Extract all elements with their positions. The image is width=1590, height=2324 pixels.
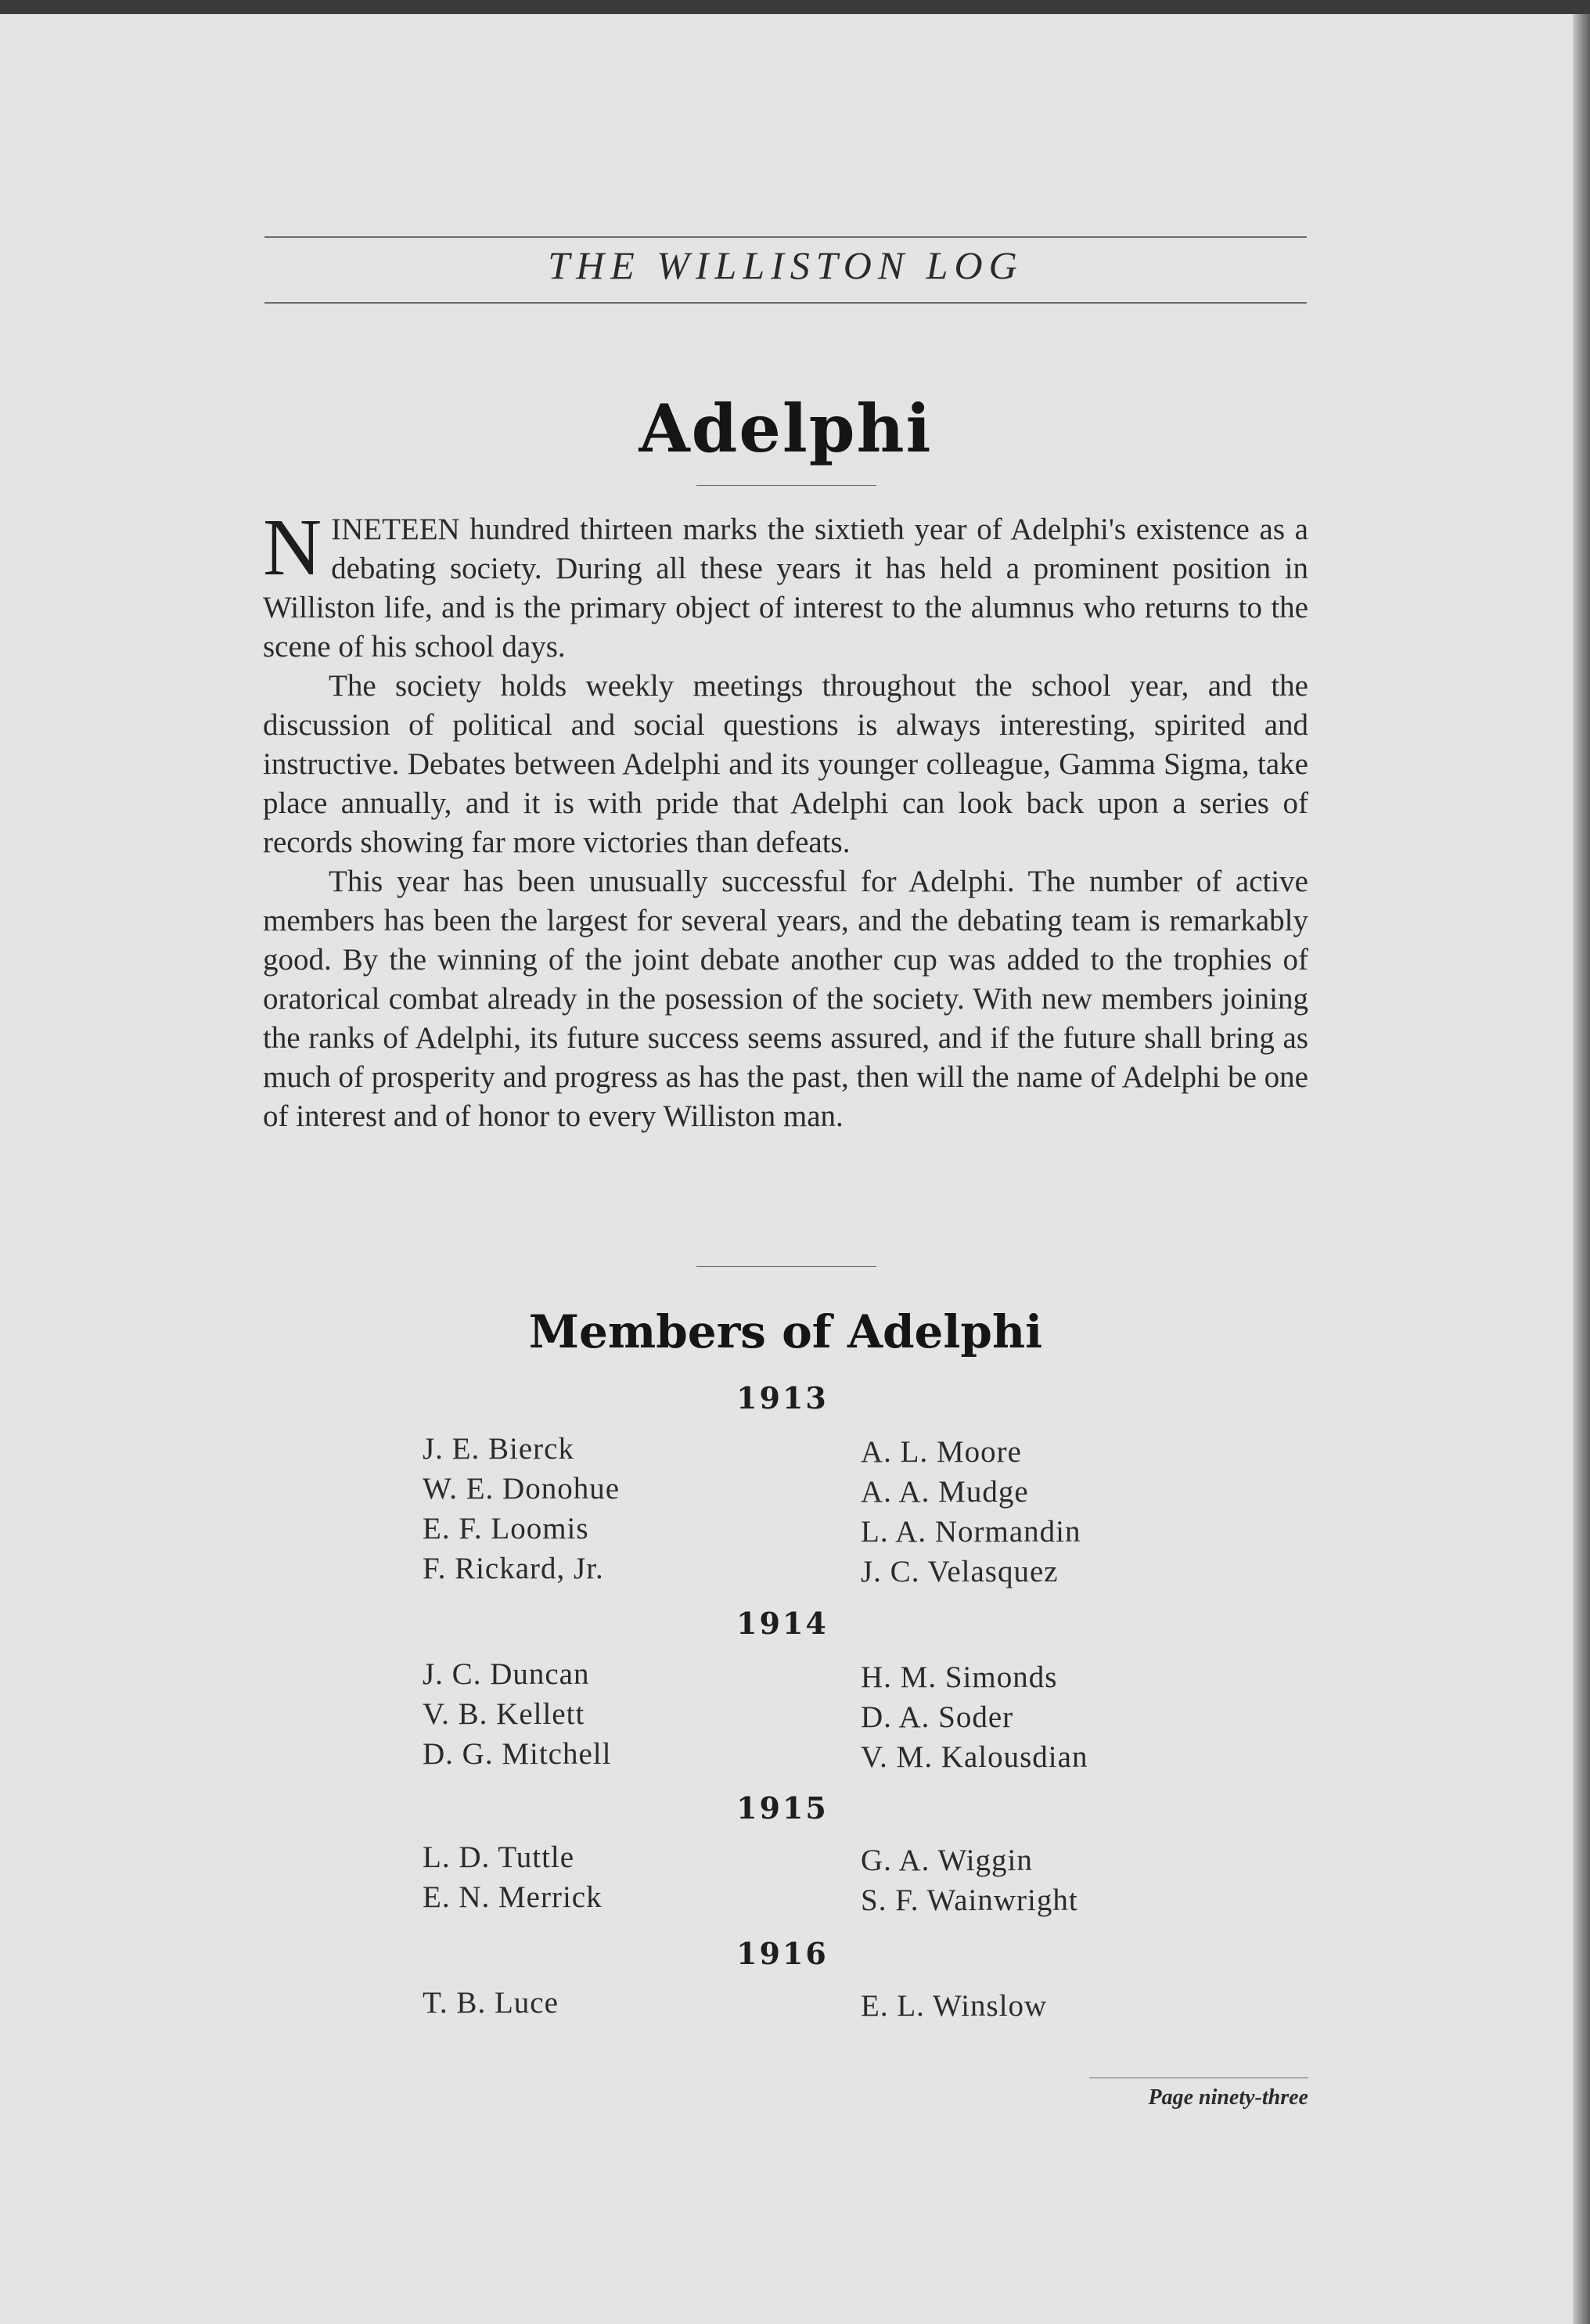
member-name: J. C. Velasquez [861, 1555, 1059, 1588]
paragraph-2: The society holds weekly meetings throughout the school year, and the discussion of political and social questions is always interesting, spirited and instructive. Debates between Adelphi and its younger colleague, Gamma Sigma, take place annually, and it is with pride that Adelphi can look back upon a series of records showing far more victories than defeats. [263, 669, 1308, 859]
section-rule [696, 1266, 876, 1267]
members-1913-right [861, 1432, 1081, 1592]
page-edge [1573, 14, 1590, 2324]
page-title: Adelphi [639, 390, 933, 467]
members-1914-left [423, 1654, 611, 1774]
member-name: V. M. Kalousdian [861, 1740, 1088, 1774]
member-name: W. E. Donohue [423, 1472, 621, 1506]
member-name: A. L. Moore [861, 1435, 1022, 1469]
class-year-1916: 1916 [736, 1936, 829, 1971]
member-name: F. Rickard, Jr. [423, 1552, 604, 1585]
running-head: THE WILLISTON LOG [548, 243, 1023, 287]
header-rule-bottom [264, 302, 1307, 304]
member-name: L. A. Normandin [861, 1515, 1081, 1549]
drop-cap: N [263, 502, 322, 592]
member-name: L. D. Tuttle [423, 1840, 575, 1874]
member-name: J. E. Bierck [423, 1432, 574, 1466]
page [0, 14, 1573, 2324]
members-1915-right [861, 1840, 1078, 1920]
member-name: D. A. Soder [861, 1700, 1014, 1734]
paragraph-3: This year has been unusually successful for Adelphi. The number of active members has been the largest for several years, and the debating team is remarkably good. By the winning of the joint debate another cup was added to the trophies of oratorical combat already in the posession of the society. With new members joining the ranks of Adelphi, its future success seems assured, and if the future shall bring as much of prosperity and progress as has the past, then will the name of Adelphi be one of interest and of honor to every Williston man. [263, 865, 1308, 1133]
member-name: J. C. Duncan [423, 1657, 590, 1691]
header-rule-top [264, 236, 1307, 238]
members-1916-right [861, 1986, 1047, 2026]
class-year-1915: 1915 [736, 1790, 829, 1826]
member-name: E. N. Merrick [423, 1880, 603, 1914]
member-name: V. B. Kellett [423, 1697, 585, 1731]
members-1913-left [423, 1429, 620, 1588]
members-title: Members of Adelphi [528, 1305, 1043, 1358]
members-1914-right [861, 1657, 1088, 1777]
member-name: E. F. Loomis [423, 1512, 589, 1545]
member-name: S. F. Wainwright [861, 1883, 1078, 1917]
members-1915-left [423, 1837, 603, 1917]
title-rule [696, 485, 876, 486]
members-1916-left [423, 1983, 559, 2023]
member-name: E. L. Winslow [861, 1989, 1048, 2023]
member-name: D. G. Mitchell [423, 1737, 612, 1771]
article-body [263, 502, 1308, 1136]
paragraph-1 [263, 502, 1308, 667]
paragraph-1-text: INETEEN hundred thirteen marks the sixtieth year of Adelphi's existence as a debating society. During all these years it has held a prominent position in Williston life, and is the primary object of interest to the alumnus who returns to the scene of his school days. [263, 513, 1308, 664]
class-year-1913: 1913 [736, 1380, 829, 1416]
member-name: T. B. Luce [423, 1986, 559, 2020]
member-name: G. A. Wiggin [861, 1844, 1033, 1877]
class-year-1914: 1914 [736, 1606, 829, 1641]
member-name: H. M. Simonds [861, 1660, 1058, 1694]
page-number: Page ninety-three [1148, 2085, 1308, 2110]
member-name: A. A. Mudge [861, 1475, 1029, 1509]
